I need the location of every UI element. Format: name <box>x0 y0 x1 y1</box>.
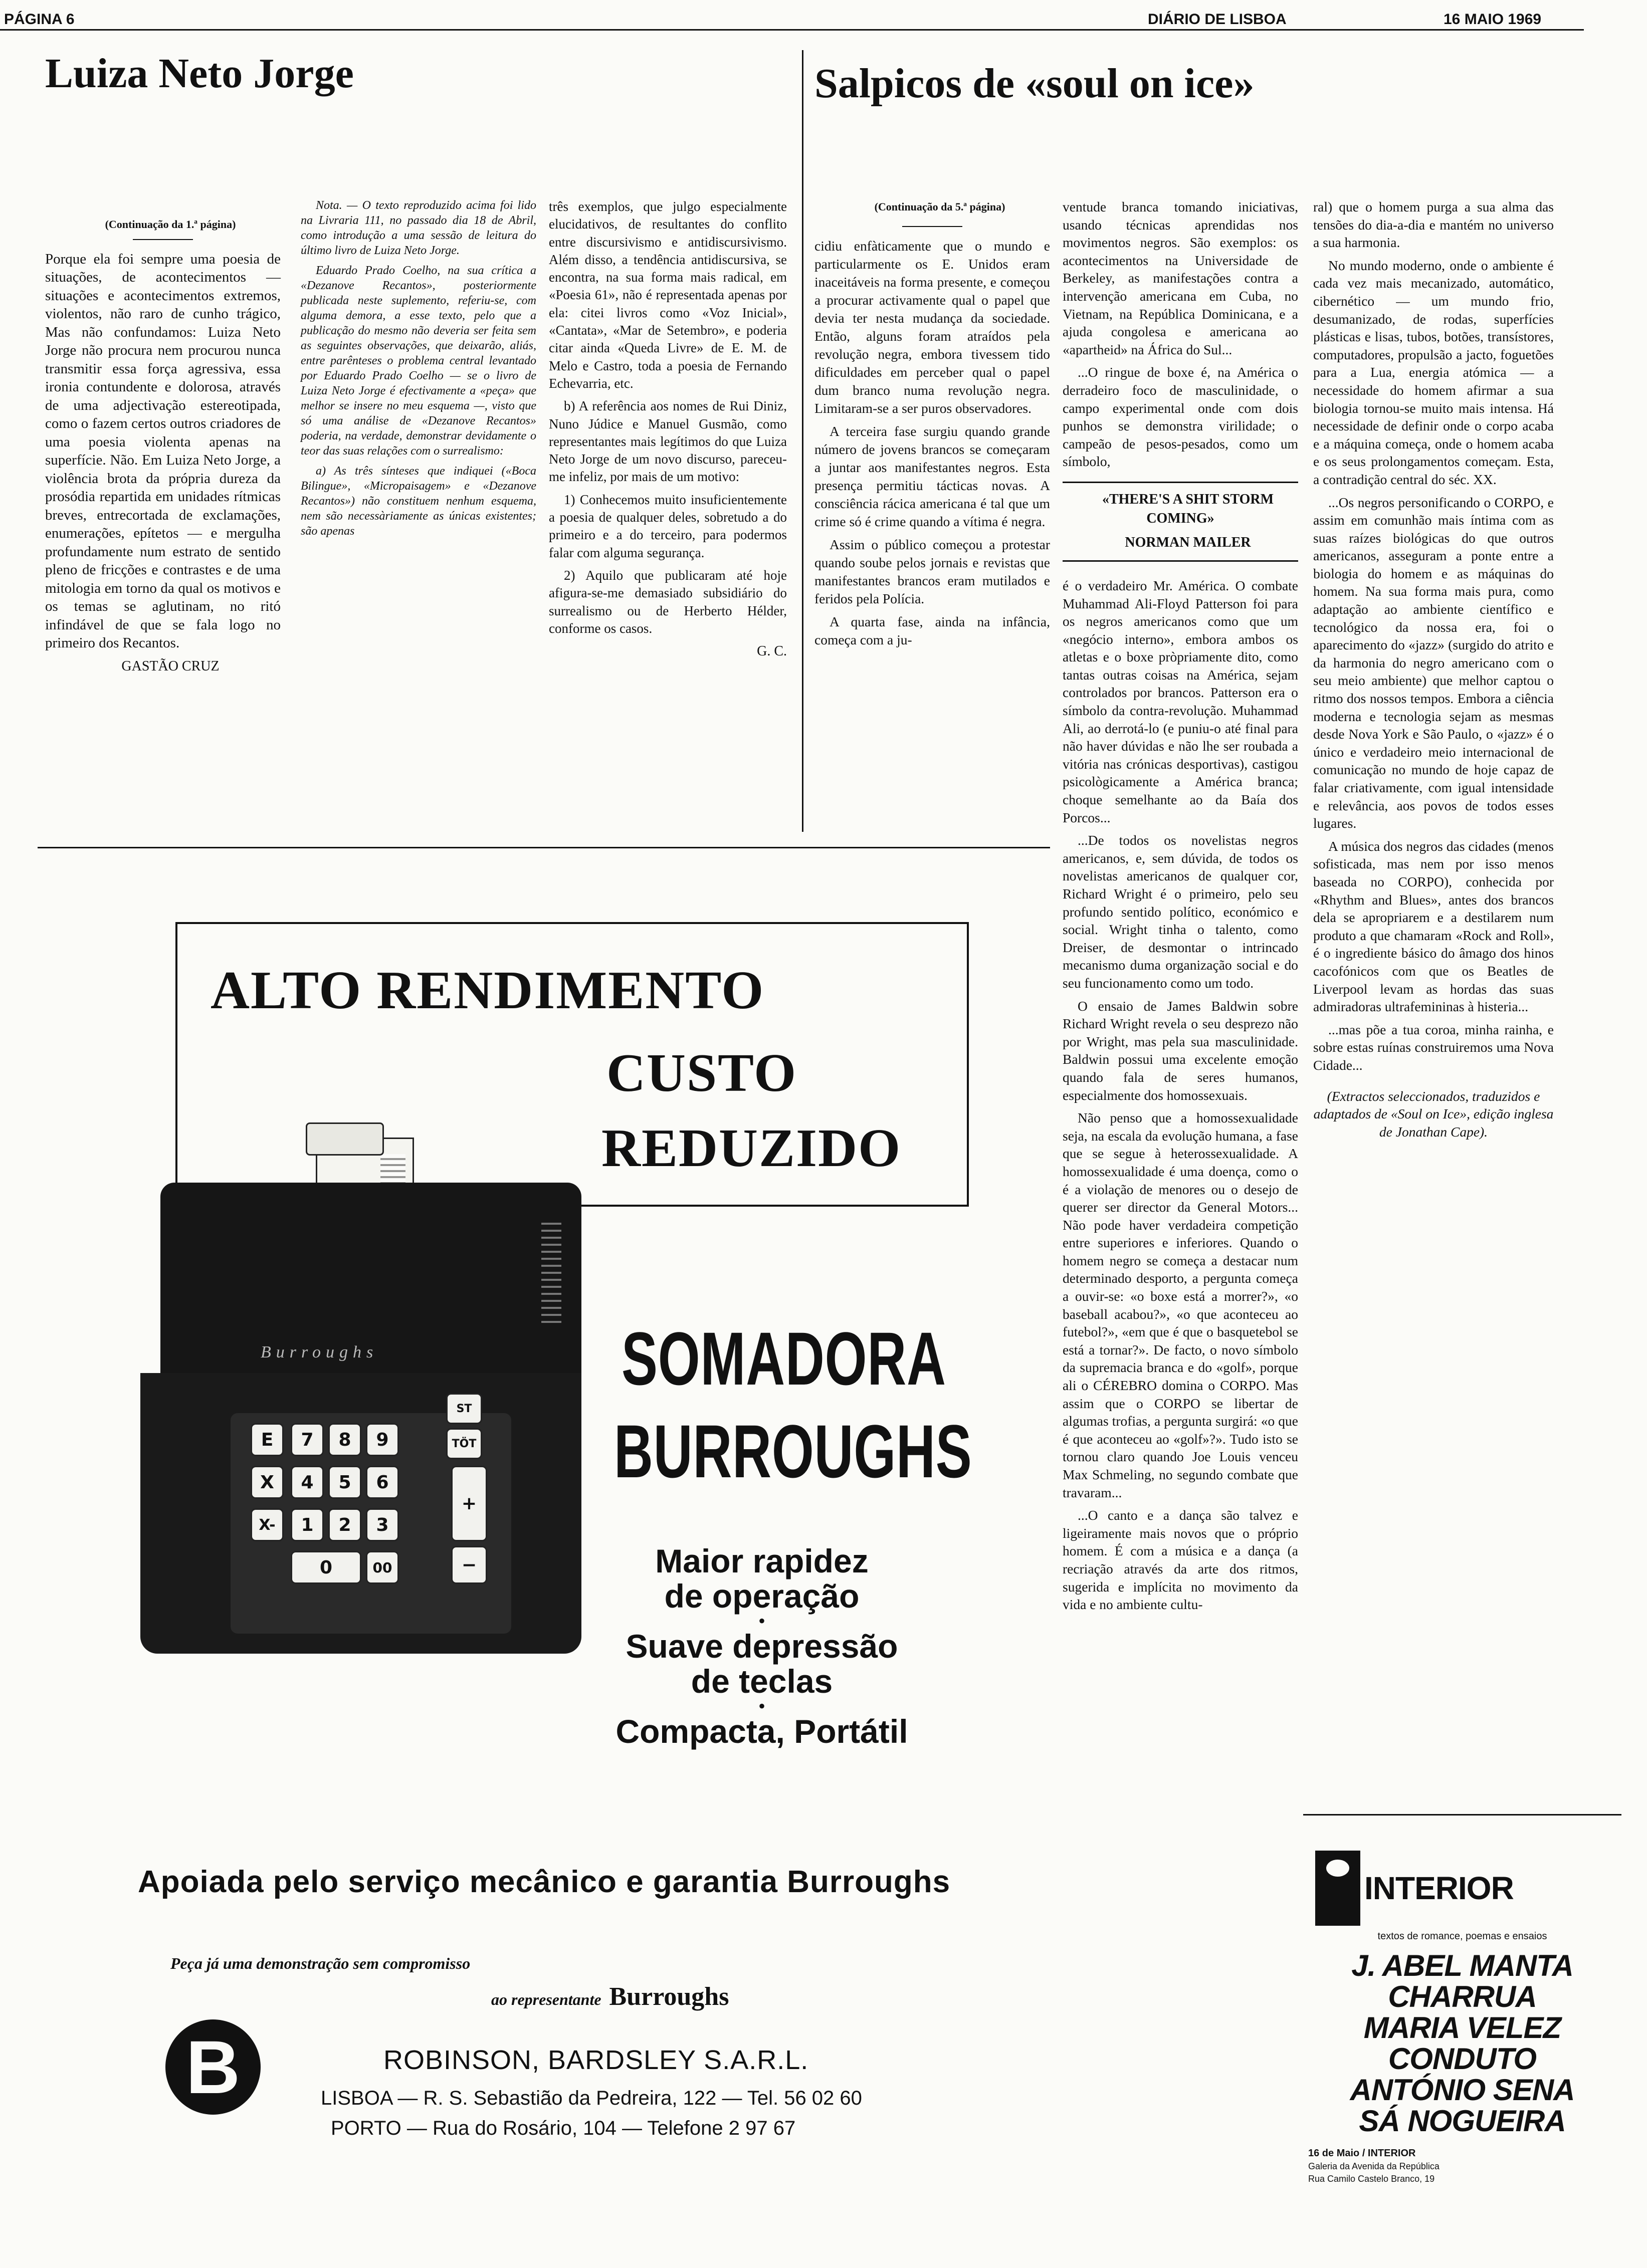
artist-name: CHARRUA <box>1388 1980 1537 2013</box>
key-st: ST <box>446 1393 482 1424</box>
feature-bullet: • <box>758 1610 765 1632</box>
right-article-column-3 <box>1313 198 1554 1146</box>
artist-name: SÁ NOGUEIRA <box>1359 2104 1566 2138</box>
artist-name: MARIA VELEZ <box>1363 2011 1561 2045</box>
company-name: ROBINSON, BARDSLEY S.A.R.L. <box>383 2045 809 2075</box>
note-paragraph: Eduardo Prado Coelho, na sua crítica a «Dezanove Recantos», posteriormente publicada neste suplemento, referiu-se, com alguma demora, a esse texto, pelo que a publicação do mesmo não deveria ser feita sem as seguintes observações, que deixarão, aliás, entre parênteses o problema central levantado por Eduardo Prado Coelho — se o livro de Luiza Neto Jorge é efectivamente a «peça» que melhor se insere no meu esquema —, visto que só uma análise de «Dezanove Recantos» poderia, na verdade, demonstrar devidamente o teor das suas relações com o surrealismo: <box>301 264 536 458</box>
key-7: 7 <box>291 1423 324 1456</box>
note-paragraph: Nota. — O texto reproduzido acima foi lido na Livraria 111, no passado dia 18 de Abril, como introdução a uma sessão de leitura do último livro de Luiza Neto Jorge. <box>301 199 536 257</box>
feature-3: Compacta, Portátil <box>615 1713 908 1750</box>
representative-label: ao representante <box>491 1990 601 2008</box>
artist-name: ANTÓNIO SENA <box>1350 2073 1575 2107</box>
representative-brand: Burroughs <box>609 1982 729 2011</box>
sidebar-author: NORMAN MAILER <box>1125 534 1251 550</box>
paragraph: Porque ela foi sempre uma poesia de situações, de acontecimentos — situações e acontecimentos extremos, violentos, não raro de cunho trágico, Mas não confundamos: Luiza Neto Jorge não procura nem procurou nunca transmitir essa força agressiva, essa ironia contundente e dolorosa, através de uma adjectivação estereotipada, como o fazem certos outros criadores de uma poesia violenta apenas na superfície. Não. Em Luiza Neto Jorge, a violência brota da própria dureza da prosódia repartida em unidades rítmicas breves, entrecortada de exclamações, enumerações, epítetos — e mergulha profundamente num estrato de sentido pleno de fricções e contrastes e de uma mitologia em torno da qual os motivos e os temas se aglutinam, no ritó infindável de que se fala logo no primeiro dos Recantos. <box>45 251 281 651</box>
paragraph: três exemplos, que julgo especialmente elucidativos, de resultantes do conflito entre discursivismo e antidiscursivismo. Além disso, a tendência antidiscursiva, se encontra, na sua forma mais radical, em «Poesia 61», não é representada apenas por ela: citei livros como «Voz Inicial», «Cantata», «Mar de Setembro», e poderia citar ainda «Queda Livre» de E. M. de Melo e Castro, toda a poesia de Fernando Echevarria, etc. <box>549 199 787 391</box>
issue-date: 16 MAIO 1969 <box>1444 11 1542 28</box>
paragraph: ...O canto e a dança são talvez e ligeiramente mais novos que o próprio homem. É com a música e a dança (a recriação através da arte dos ritmos, sugerida e implícita no movimento da vida e no ambiente cultu- <box>1063 1507 1298 1613</box>
promo-footer: Galeria da Avenida da República <box>1308 2161 1439 2171</box>
demo-line: Peça já uma demonstração sem compromisso <box>170 1954 471 1972</box>
feature-1b: de operação <box>664 1577 860 1615</box>
paragraph: ...De todos os novelistas negros americanos, e, sem dúvida, de todos os novelistas americanos de qualquer cor, Richard Wright é o primeiro, pelo seu profundo sentido político, económico e social. Wright tinha o talento, como Dreiser, de desmontar o intrincado mecanismo duma organização social e do seu funcionamento como um todo. <box>1063 832 1298 991</box>
ad-headline-2a: CUSTO <box>606 1043 797 1103</box>
left-article-column-2 <box>301 198 536 544</box>
paragraph: 1) Conhecemos muito insuficientemente a poesia de qualquer deles, sobretudo a do primeiro e a do terceiro, para podermos falar com alguma segurança. <box>549 492 787 560</box>
key-5: 5 <box>328 1466 361 1499</box>
porto-address: PORTO — Rua do Rosário, 104 — Telefone 2 97 67 <box>331 2117 796 2139</box>
burroughs-logo <box>165 2019 261 2115</box>
page-number: PÁGINA 6 <box>4 11 75 28</box>
continuation-note: (Continuação da 5.ª página) <box>874 200 1005 213</box>
burroughs-logo-letter: B <box>185 2025 241 2109</box>
credit-note: (Extractos seleccionados, traduzidos e adaptados de «Soul on Ice», edição inglesa de Jonathan Cape). <box>1313 1088 1554 1140</box>
service-line: Apoiada pelo serviço mecânico e garantia Burroughs <box>138 1865 951 1899</box>
paragraph: Não penso que a homossexualidade seja, na escala da evolução humana, a fase que se segue à heterossexualidade. A homossexualidade é uma doença, como o é a violação de menores ou o desejo de querer ser director da General Motors... Não pode haver verdadeira competição entre superiores e inferiores. Quando o homem negro se começa a destacar num determinado desporto, a pergunta começa a ouvir-se: «o boxe está a morrer?», «o baseball acabou?», «o que aconteceu ao futebol?», «em que é que o basquetebol se está a tornar?». De facto, o novo símbolo da supremacia branca e do «golf», porque ali o CÉREBRO domina o CORPO. Mas assim que o CORPO se libertar de algumas trofias, a pergunta surgirá: «o que é que aconteceu ao «golf»?». Tudo isto se tornou claro quando Joe Louis venceu Max Schmeling, no segundo combate que travaram... <box>1063 1110 1298 1500</box>
key-minus: − <box>451 1546 487 1584</box>
paper-roll-top <box>306 1122 384 1156</box>
machine-side-grille <box>541 1218 561 1323</box>
artist-name: CONDUTO <box>1388 2042 1537 2076</box>
feature-2b: de teclas <box>691 1663 833 1700</box>
left-article-column-3 <box>549 198 787 665</box>
key-3: 3 <box>366 1508 399 1541</box>
artist-name: J. ABEL MANTA <box>1351 1949 1573 1982</box>
key-plus: + <box>451 1466 487 1541</box>
promo-footer: Rua Camilo Castelo Branco, 19 <box>1308 2174 1435 2184</box>
sidebar-title: «THERE'S A SHIT STORM COMING» <box>1102 491 1274 526</box>
paragraph: 2) Aquilo que publicaram até hoje afigura-se-me demasiado subsidiário do surrealismo ou de Herberto Hélder, conforme os casos. <box>549 567 787 636</box>
key-8: 8 <box>328 1423 361 1456</box>
feature-bullet: • <box>758 1695 765 1717</box>
key-9: 9 <box>366 1423 399 1456</box>
right-article-column-2 <box>1063 198 1298 1619</box>
product-name-1: SOMADORA <box>622 1316 946 1401</box>
machine-brand: Burroughs <box>261 1343 378 1362</box>
key-x-minus: X- <box>251 1508 284 1541</box>
paragraph: ...O ringue de boxe é, na América o derradeiro foco de masculinidade, o campo experimental onde com dois punhos se demonstra virilidade; o campeão de pesos-pesados, como um símbolo, <box>1063 364 1298 470</box>
left-article-column-1 <box>45 215 281 681</box>
paragraph: b) A referência aos nomes de Rui Diniz, Nuno Júdice e Manuel Gusmão, como representantes mais legítimos do que Luiza Neto Jorge de um novo discurso, pareceu-me infeliz, por mais de um motivo: <box>549 398 787 485</box>
key-tot: TÖT <box>446 1428 482 1459</box>
key-6: 6 <box>366 1466 399 1499</box>
note-paragraph: a) As três sínteses que indiquei («Boca Bilingue», «Micropaisagem» e «Dezanove Recantos») não constituem nenhum esquema, nem são necessàriamente as únicas existentes; são apenas <box>301 465 536 538</box>
paragraph: cidiu enfàticamente que o mundo e particularmente os E. Unidos eram inaceitáveis na forma presente, e começou a procurar activamente qual o papel que devia ter nesta mudança da sociedade. Então, alguns foram atraídos pela revolução negra, embora tivessem tido dificuldades em perceber qual o papel dum branco numa revolução negra. Limitaram-se a ser puros observadores. <box>814 238 1050 416</box>
representative-line <box>491 1982 729 2011</box>
key-4: 4 <box>291 1466 324 1499</box>
author-signature: GASTÃO CRUZ <box>121 658 220 674</box>
ad-headline-2b: REDUZIDO <box>601 1118 902 1178</box>
product-name-2: BURROUGHS <box>614 1409 972 1493</box>
ad-headline-1: ALTO RENDIMENTO <box>211 961 765 1020</box>
promo-footer: 16 de Maio / INTERIOR <box>1308 2148 1416 2159</box>
burroughs-advertisement <box>0 852 1043 2268</box>
paragraph: ...Os negros personificando o CORPO, e assim em comunhão mais íntima com as suas raízes biológicas do que outros americanos, asseguram a ponte entre a biologia do homem e as máquinas do homem. Na sua forma mais pura, como adaptação ao ambiente científico e tecnológico da nossa era, foi o aparecimento do «jazz» (surgido do atrito e da harmonia do negro americano com o seu meio ambiente) que melhor captou o ritmo dos nossos tempos. Embora a ciência moderna e tecnologia sejam as mesmas desde Nova York e São Paulo, o «jazz» é o único e verdadeiro meio internacional de comunicação no mundo de hoje capaz de falar criativamente, com igual intensidade e relevância, aos povos de todos esses lugares. <box>1313 494 1554 831</box>
paragraph: é o verdadeiro Mr. América. O combate Muhammad Ali-Floyd Patterson foi para os negros americanos como que um «negócio interno», embora ambos os atletas e o boxe pròpriamente dito, como tantas outras coisas na América, sejam controlados por brancos. Patterson era o símbolo da contra-revolução. Muhammad Ali, ao derrotá-lo (e puniu-o até final para não haver dúvidas e não lhe ser roubada a vitória nas crónicas desportivas), castigou psicològicamente a América branca; choque semelhante ao da Baía dos Porcos... <box>1063 577 1298 825</box>
paragraph: Assim o público começou a protestar quando soube pelos jornais e revistas que manifestantes brancos eram mutilados e feridos pela Polícia. <box>814 537 1050 606</box>
paragraph: ...mas põe a tua coroa, minha rainha, e sobre estas ruínas construiremos uma Nova Cidade... <box>1313 1021 1554 1073</box>
right-article-column-1 <box>814 198 1050 654</box>
adding-machine-illustration <box>130 1092 581 1659</box>
paragraph: A quarta fase, ainda na infância, começa com a ju- <box>814 614 1050 647</box>
interior-logo: INTERIOR <box>1364 1870 1514 1906</box>
feature-2a: Suave depressão <box>626 1628 898 1665</box>
newspaper-name: DIÁRIO DE LISBOA <box>1148 11 1287 28</box>
paragraph: O ensaio de James Baldwin sobre Richard Wright revela o seu desprezo não por Wright, mas pela sua masculinidade. Baldwin possui uma excelente emoção quando fala de seres humanos, especialmente dos homossexuais. <box>1063 998 1298 1103</box>
interior-logo-mark <box>1315 1851 1360 1926</box>
paragraph: ventude branca tomando iniciativas, usando técnicas aprendidas nos movimentos negros. São exemplos: os acontecimentos na Universidade de Berkeley, as manifestações contra a intervenção americana em Cuba, no Vietnam, na República Dominicana, e a ajuda congolesa e americana ao «apartheid» na África do Sul... <box>1063 199 1298 357</box>
feature-1a: Maior rapidez <box>655 1542 869 1579</box>
paragraph: No mundo moderno, onde o ambiente é cada vez mais mecanizado, automático, cibernético — um mundo frio, desumanizado, de rodas, superfícies plásticas e lisas, tubos, botões, transístores, computadores, propulsão a jacto, foguetões para a Lua, energia atómica — a necessidade do homem afirmar a sua biologia tornou-se muito mais intensa. Há necessidade de definir onde o corpo acaba e a máquina começa, onde o homem acaba e os seus prolongamentos começam. Esta, a contradição central do séc. XX. <box>1313 257 1554 487</box>
paragraph: ral) que o homem purga a sua alma das tensões do dia-a-dia e mantém no universo a sua harmonia. <box>1313 199 1554 251</box>
key-2: 2 <box>328 1508 361 1541</box>
continuation-note: (Continuação da 1.ª página) <box>105 218 236 231</box>
promo-subtitle: textos de romance, poemas e ensaios <box>1377 1931 1547 1942</box>
paragraph: A terceira fase surgiu quando grande número de jovens brancos se começaram a juntar aos manifestantes negros. Esta presença permitiu tácticas novas. A consciência rácica americana é tal que um crime só é crime quando a vítima é negra. <box>814 423 1050 529</box>
feature-list <box>596 1543 927 1749</box>
key-00: 00 <box>366 1551 399 1584</box>
key-e: E <box>251 1423 284 1456</box>
paragraph: A música dos negros das cidades (menos sofisticada, mas nem por isso menos baseada no CORPO), conhecida por «Rhythm and Blues», antes dos brancos dela se apropriarem e a destilarem num produto a que chamaram «Rock and Roll», é o ingrediente básico do âmago dos hinos cacofónicos com que os Beatles de Liverpool levam as hordas das suas admiradoras ultrafemininas à histeria... <box>1313 838 1554 1015</box>
masthead-rule <box>0 29 1584 31</box>
right-article-title: Salpicos de «soul on ice» <box>814 60 1255 107</box>
ad-top-rule <box>38 847 1050 848</box>
article-divider <box>802 50 803 832</box>
left-article-title: Luiza Neto Jorge <box>45 50 354 97</box>
key-1: 1 <box>291 1508 324 1541</box>
key-x: X <box>251 1466 284 1499</box>
author-signature: G. C. <box>757 643 787 659</box>
interior-promo-box <box>1303 1814 1621 2201</box>
lisboa-address: LISBOA — R. S. Sebastião da Pedreira, 122 — Tel. 56 02 60 <box>321 2087 862 2109</box>
key-0: 0 <box>291 1551 361 1584</box>
